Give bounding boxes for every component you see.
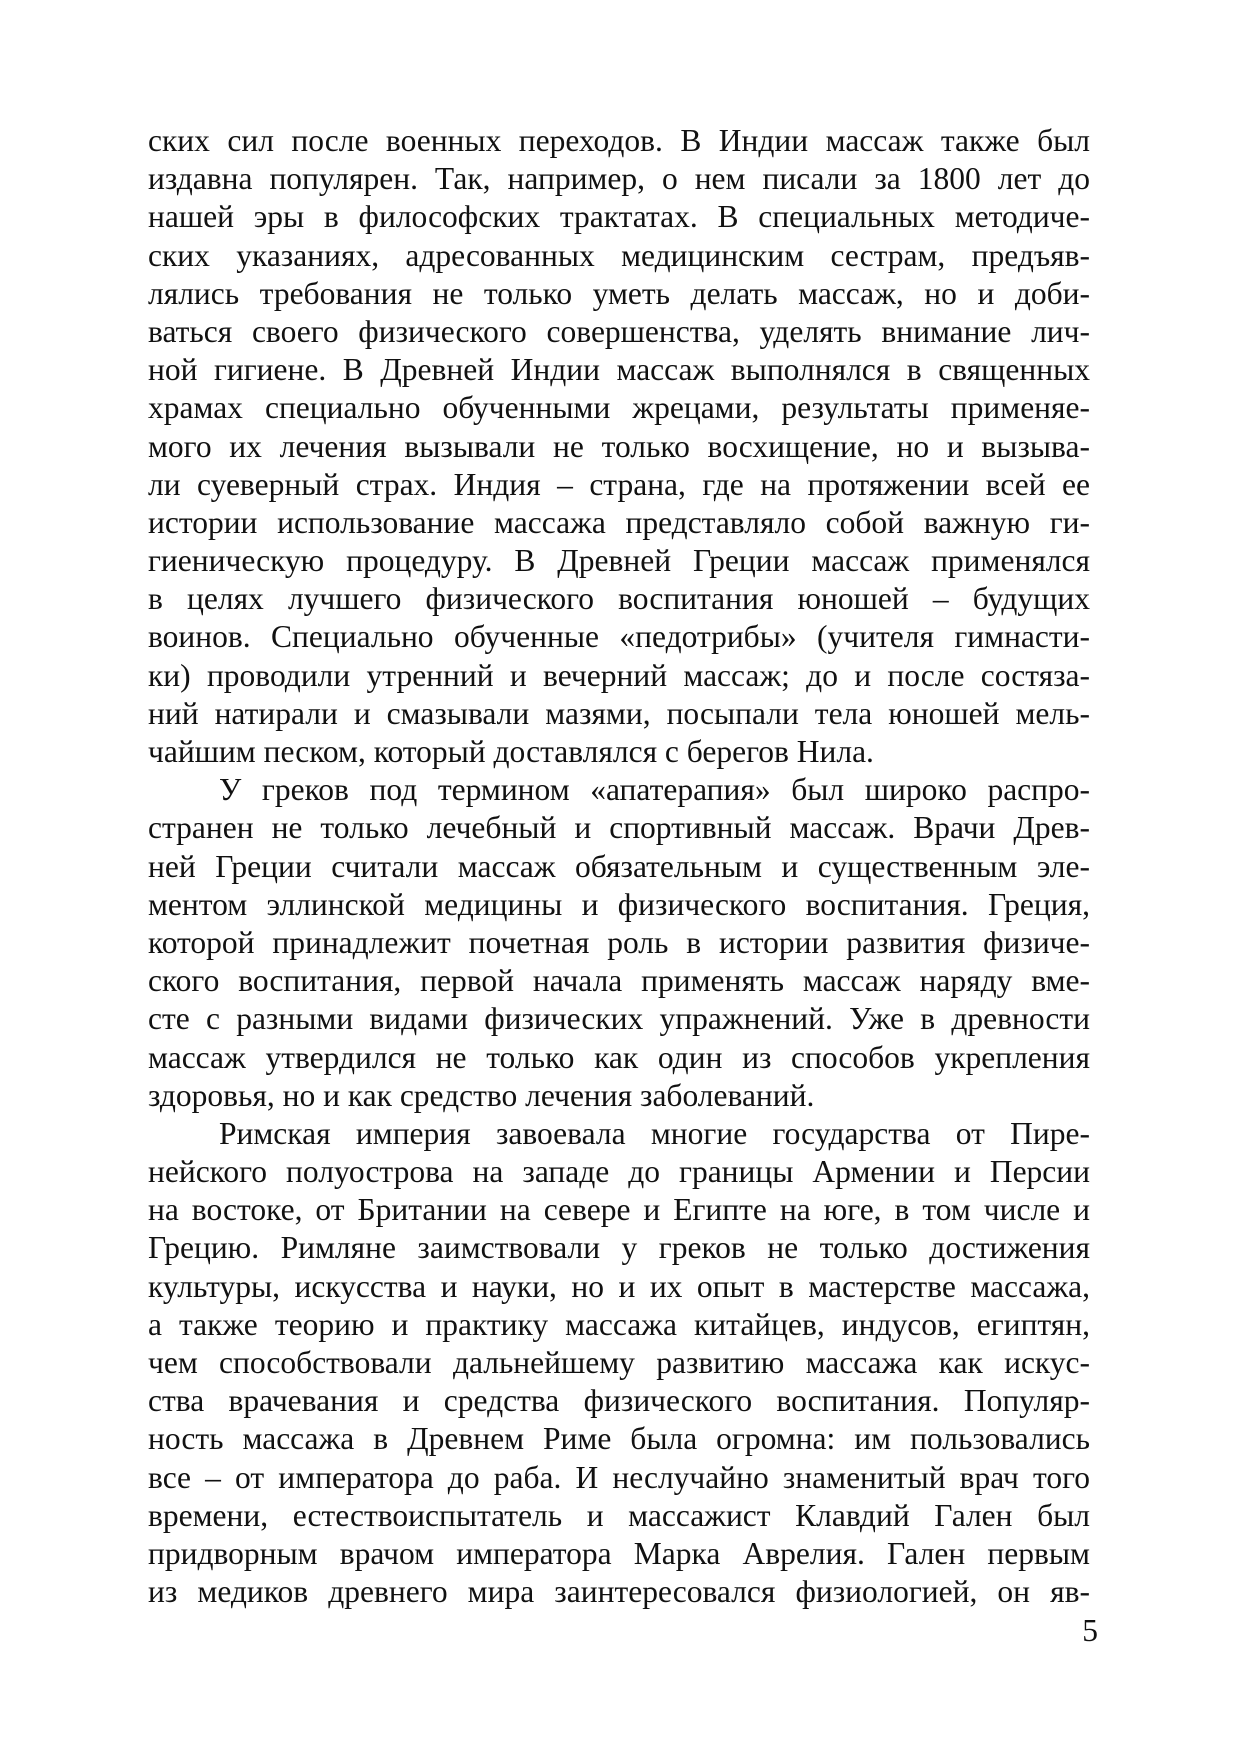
text-line: странен не только лечебный и спортивный массаж. Врачи Древ-	[148, 810, 1090, 846]
text-line: здоровья, но и как средство лечения заболеваний.	[148, 1077, 815, 1113]
text-line: ли суеверный страх. Индия – страна, где на протяжении всей ее	[148, 466, 1090, 502]
text-line: ского воспитания, первой начала применять массаж наряду вме-	[148, 963, 1090, 999]
text-line-paragraph-start: У греков под термином «апатерапия» был широко распро-	[219, 772, 1090, 808]
body-text	[148, 122, 1090, 1611]
text-line: придворным врачом императора Марка Аврелия. Гален первым	[148, 1535, 1090, 1571]
text-line: времени, естествоиспытатель и массажист Клавдий Гален был	[148, 1497, 1090, 1533]
text-line: издавна популярен. Так, например, о нем писали за 1800 лет до	[148, 161, 1090, 197]
text-line: храмах специально обученными жрецами, результаты применяе-	[148, 390, 1090, 426]
text-line: нейского полуострова на западе до границы Армении и Персии	[148, 1154, 1090, 1190]
text-line: ность массажа в Древнем Риме была огромна: им пользовались	[148, 1421, 1090, 1457]
text-line: сте с разными видами физических упражнений. Уже в древности	[148, 1001, 1090, 1037]
text-line: все – от императора до раба. И неслучайно знаменитый врач того	[148, 1459, 1090, 1495]
text-line: в целях лучшего физического воспитания юношей – будущих	[148, 581, 1090, 617]
text-line: истории использование массажа представляло собой важную ги-	[148, 504, 1090, 540]
text-line-paragraph-start: Римская империя завоевала многие государства от Пире-	[219, 1115, 1090, 1151]
text-line: ний натирали и смазывали мазями, посыпали тела юношей мель-	[148, 695, 1090, 731]
text-line: воинов. Специально обученные «педотрибы» (учителя гимнасти-	[148, 619, 1090, 655]
text-line: ней Греции считали массаж обязательным и существенным эле-	[148, 848, 1090, 884]
text-line: из медиков древнего мира заинтересовался физиологией, он яв-	[148, 1574, 1090, 1610]
text-line: массаж утвердился не только как один из способов укрепления	[148, 1039, 1090, 1075]
text-line: которой принадлежит почетная роль в истории развития физиче-	[148, 924, 1090, 960]
text-line: лялись требования не только уметь делать массаж, но и доби-	[148, 275, 1090, 311]
text-line: нашей эры в философских трактатах. В специальных методиче-	[148, 199, 1090, 235]
text-line: чайшим песком, который доставлялся с берегов Нила.	[148, 734, 874, 769]
text-line: ментом эллинской медицины и физического воспитания. Греция,	[148, 886, 1090, 922]
text-line: мого их лечения вызывали не только восхищение, но и вызыва-	[148, 428, 1090, 464]
text-line: ства врачевания и средства физического воспитания. Популяр-	[148, 1383, 1090, 1419]
text-line: ваться своего физического совершенства, уделять внимание лич-	[148, 313, 1090, 349]
page-number: 5	[1082, 1613, 1098, 1648]
text-line: ки) проводили утренний и вечерний массаж; до и после состяза-	[148, 657, 1090, 693]
text-line: ских сил после военных переходов. В Индии массаж также был	[148, 123, 1090, 158]
text-line: чем способствовали дальнейшему развитию массажа как искус-	[148, 1345, 1090, 1380]
text-line: гиеническую процедуру. В Древней Греции массаж применялся	[148, 543, 1090, 579]
text-line: ских указаниях, адресованных медицинским сестрам, предъяв-	[148, 237, 1090, 273]
text-line: Грецию. Римляне заимствовали у греков не только достижения	[148, 1230, 1090, 1266]
text-line: а также теорию и практику массажа китайцев, индусов, египтян,	[148, 1306, 1090, 1342]
text-line: культуры, искусства и науки, но и их опыт в мастерстве массажа,	[148, 1268, 1090, 1304]
text-line: на востоке, от Британии на севере и Египте на юге, в том числе и	[148, 1192, 1090, 1228]
text-line: ной гигиене. В Древней Индии массаж выполнялся в священных	[148, 352, 1090, 388]
